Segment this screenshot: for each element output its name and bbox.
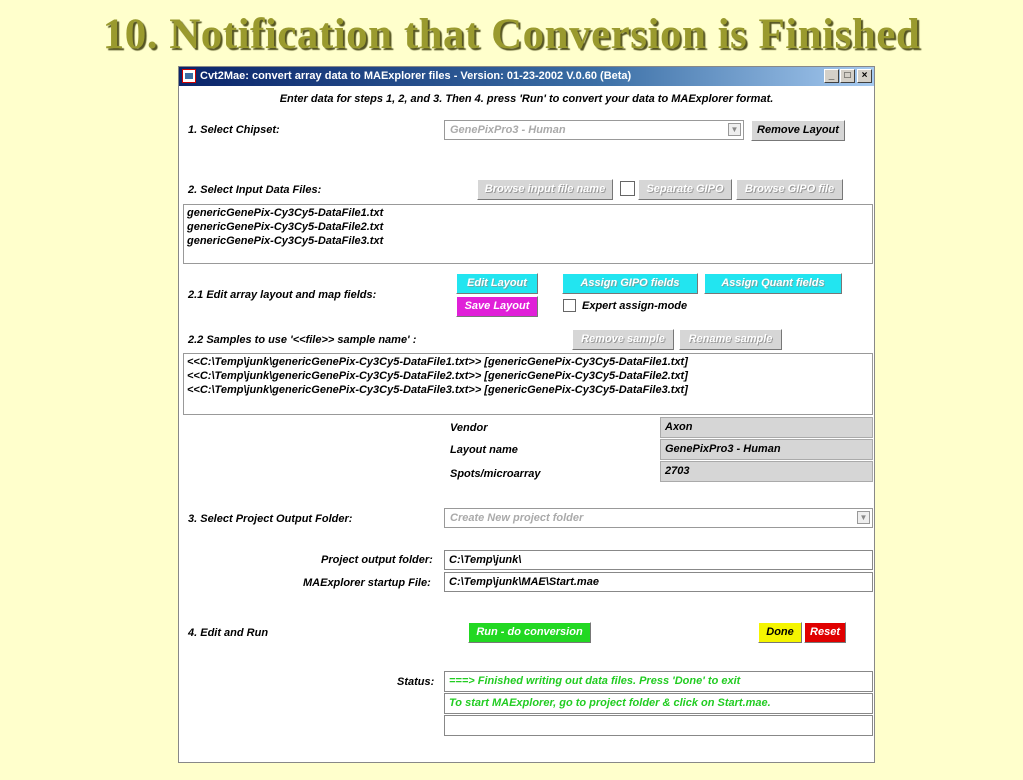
- list-item[interactable]: <<C:\Temp\junk\genericGenePix-Cy3Cy5-DataFile3.txt>> [genericGenePix-Cy3Cy5-DataFile3.txt]: [187, 384, 688, 396]
- edit-layout-button[interactable]: Edit Layout: [456, 273, 538, 294]
- chipset-select[interactable]: [444, 120, 744, 140]
- project-output-folder-label: Project output folder:: [321, 554, 433, 566]
- startup-file-label: MAExplorer startup File:: [303, 577, 431, 589]
- window-titlebar[interactable]: [179, 67, 874, 86]
- spots-label: Spots/microarray: [450, 468, 541, 480]
- instructions-text: Enter data for steps 1, 2, and 3. Then 4. press 'Run' to convert your data to MAExplorer format.: [279, 93, 774, 105]
- select-output-folder-label: 3. Select Project Output Folder:: [188, 513, 353, 525]
- remove-layout-button[interactable]: Remove Layout: [751, 120, 845, 141]
- status-line-1: ===> Finished writing out data files. Press 'Done' to exit: [444, 671, 873, 692]
- expert-mode-label: Expert assign-mode: [582, 300, 688, 312]
- input-files-list[interactable]: [183, 204, 873, 264]
- app-icon: [182, 69, 196, 83]
- list-item[interactable]: genericGenePix-Cy3Cy5-DataFile2.txt: [187, 221, 384, 233]
- status-line-2: To start MAExplorer, go to project folder & click on Start.mae.: [444, 693, 873, 714]
- chipset-value: GenePixPro3 - Human: [450, 124, 566, 136]
- reset-button[interactable]: Reset: [804, 622, 846, 643]
- browse-input-button[interactable]: Browse input file name: [477, 179, 613, 200]
- select-input-files-label: 2. Select Input Data Files:: [188, 184, 322, 196]
- rename-sample-button[interactable]: Rename sample: [679, 329, 782, 350]
- run-conversion-button[interactable]: Run - do conversion: [468, 622, 591, 643]
- list-item[interactable]: <<C:\Temp\junk\genericGenePix-Cy3Cy5-DataFile1.txt>> [genericGenePix-Cy3Cy5-DataFile1.txt]: [187, 356, 688, 368]
- output-folder-select[interactable]: [444, 508, 873, 528]
- window-title: Cvt2Mae: convert array data to MAExplorer files - Version: 01-23-2002 V.0.60 (Beta): [200, 70, 632, 82]
- save-layout-button[interactable]: Save Layout: [456, 296, 538, 317]
- output-folder-select-value: Create New project folder: [450, 512, 584, 524]
- samples-list[interactable]: [183, 353, 873, 415]
- list-item[interactable]: <<C:\Temp\junk\genericGenePix-Cy3Cy5-DataFile2.txt>> [genericGenePix-Cy3Cy5-DataFile2.txt]: [187, 370, 688, 382]
- layout-name-label: Layout name: [450, 444, 518, 456]
- status-label: Status:: [397, 676, 435, 688]
- browse-gipo-button[interactable]: Browse GIPO file: [736, 179, 843, 200]
- maximize-button[interactable]: □: [840, 69, 855, 83]
- done-button[interactable]: Done: [758, 622, 802, 643]
- spots-value: 2703: [660, 461, 873, 482]
- remove-sample-button[interactable]: Remove sample: [572, 329, 674, 350]
- expert-mode-checkbox[interactable]: [563, 299, 576, 312]
- separate-gipo-button[interactable]: Separate GIPO: [638, 179, 732, 200]
- samples-label: 2.2 Samples to use '<<file>> sample name' :: [188, 334, 417, 346]
- status-line-3: [444, 715, 873, 736]
- list-item[interactable]: genericGenePix-Cy3Cy5-DataFile3.txt: [187, 235, 384, 247]
- vendor-label: Vendor: [450, 422, 488, 434]
- assign-gipo-button[interactable]: Assign GIPO fields: [562, 273, 698, 294]
- slide-title: 10. Notification that Conversion is Finished: [102, 11, 921, 58]
- startup-file-field[interactable]: C:\Temp\junk\MAE\Start.mae: [444, 572, 873, 592]
- layout-name-value: GenePixPro3 - Human: [660, 439, 873, 460]
- cvt2mae-window: [178, 66, 875, 763]
- separate-gipo-checkbox[interactable]: [620, 181, 635, 196]
- assign-quant-button[interactable]: Assign Quant fields: [704, 273, 842, 294]
- project-output-folder-field[interactable]: C:\Temp\junk\: [444, 550, 873, 570]
- select-chipset-label: 1. Select Chipset:: [188, 124, 280, 136]
- minimize-button[interactable]: _: [824, 69, 839, 83]
- close-button[interactable]: ×: [857, 69, 872, 83]
- list-item[interactable]: genericGenePix-Cy3Cy5-DataFile1.txt: [187, 207, 384, 219]
- chevron-down-icon: ▼: [728, 123, 741, 136]
- edit-and-run-label: 4. Edit and Run: [188, 627, 269, 639]
- vendor-value: Axon: [660, 417, 873, 438]
- edit-layout-label: 2.1 Edit array layout and map fields:: [188, 289, 377, 301]
- chevron-down-icon: ▼: [857, 511, 870, 524]
